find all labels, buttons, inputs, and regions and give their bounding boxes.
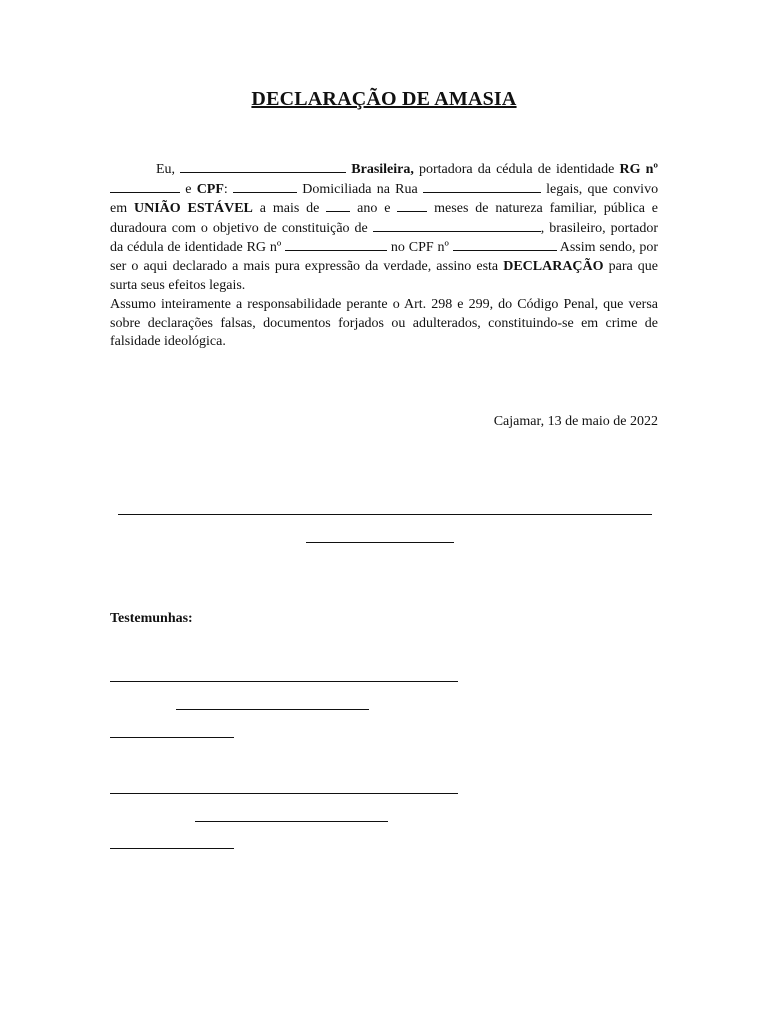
- signature-line: [118, 514, 652, 515]
- witness-1-name-line: [176, 709, 369, 710]
- responsibility-paragraph: Assumo inteiramente a responsabilidade perante o Art. 298 e 299, do Código Penal, que versa sobre declarações falsas, documentos forjados ou adulterados, constituindo-se em crime de falsidade ideológica.: [110, 297, 658, 350]
- witness-2-name-line: [195, 821, 388, 822]
- signature-subline: [306, 542, 454, 543]
- street-blank: [423, 180, 541, 193]
- witnesses-label: Testemunhas:: [110, 611, 193, 626]
- witness-2-signature-line: [110, 793, 458, 794]
- partner-rg-blank: [285, 238, 387, 251]
- cpf-blank: [233, 180, 297, 193]
- partner-name-blank: [373, 219, 541, 232]
- years-blank: [326, 199, 350, 212]
- name-blank: [180, 160, 346, 173]
- declaration-paragraph: Eu, Brasileira, portadora da cédula de identidade RG nº e CPF: Domiciliada na Rua legais, que convivo em UNIÃO ESTÁVEL a mais de ano e meses de natureza familiar, pública e duradoura com o objetivo de constituição de , brasileiro, portador da cédula de identidade RG nº no CPF nº Assim sendo, por ser o aqui declarado a mais pura expressão da verdade, assino esta DECLARAÇÃO para que surta seus efeitos legais.: [110, 162, 659, 293]
- rg-blank: [110, 180, 180, 193]
- witness-1-signature-line: [110, 681, 458, 682]
- partner-cpf-blank: [453, 238, 557, 251]
- witness-1-id-line: [110, 737, 234, 738]
- months-blank: [397, 199, 427, 212]
- document-title: DECLARAÇÃO DE AMASIA: [251, 88, 517, 110]
- date-line: Cajamar, 13 de maio de 2022: [493, 414, 658, 429]
- witness-2-id-line: [110, 848, 234, 849]
